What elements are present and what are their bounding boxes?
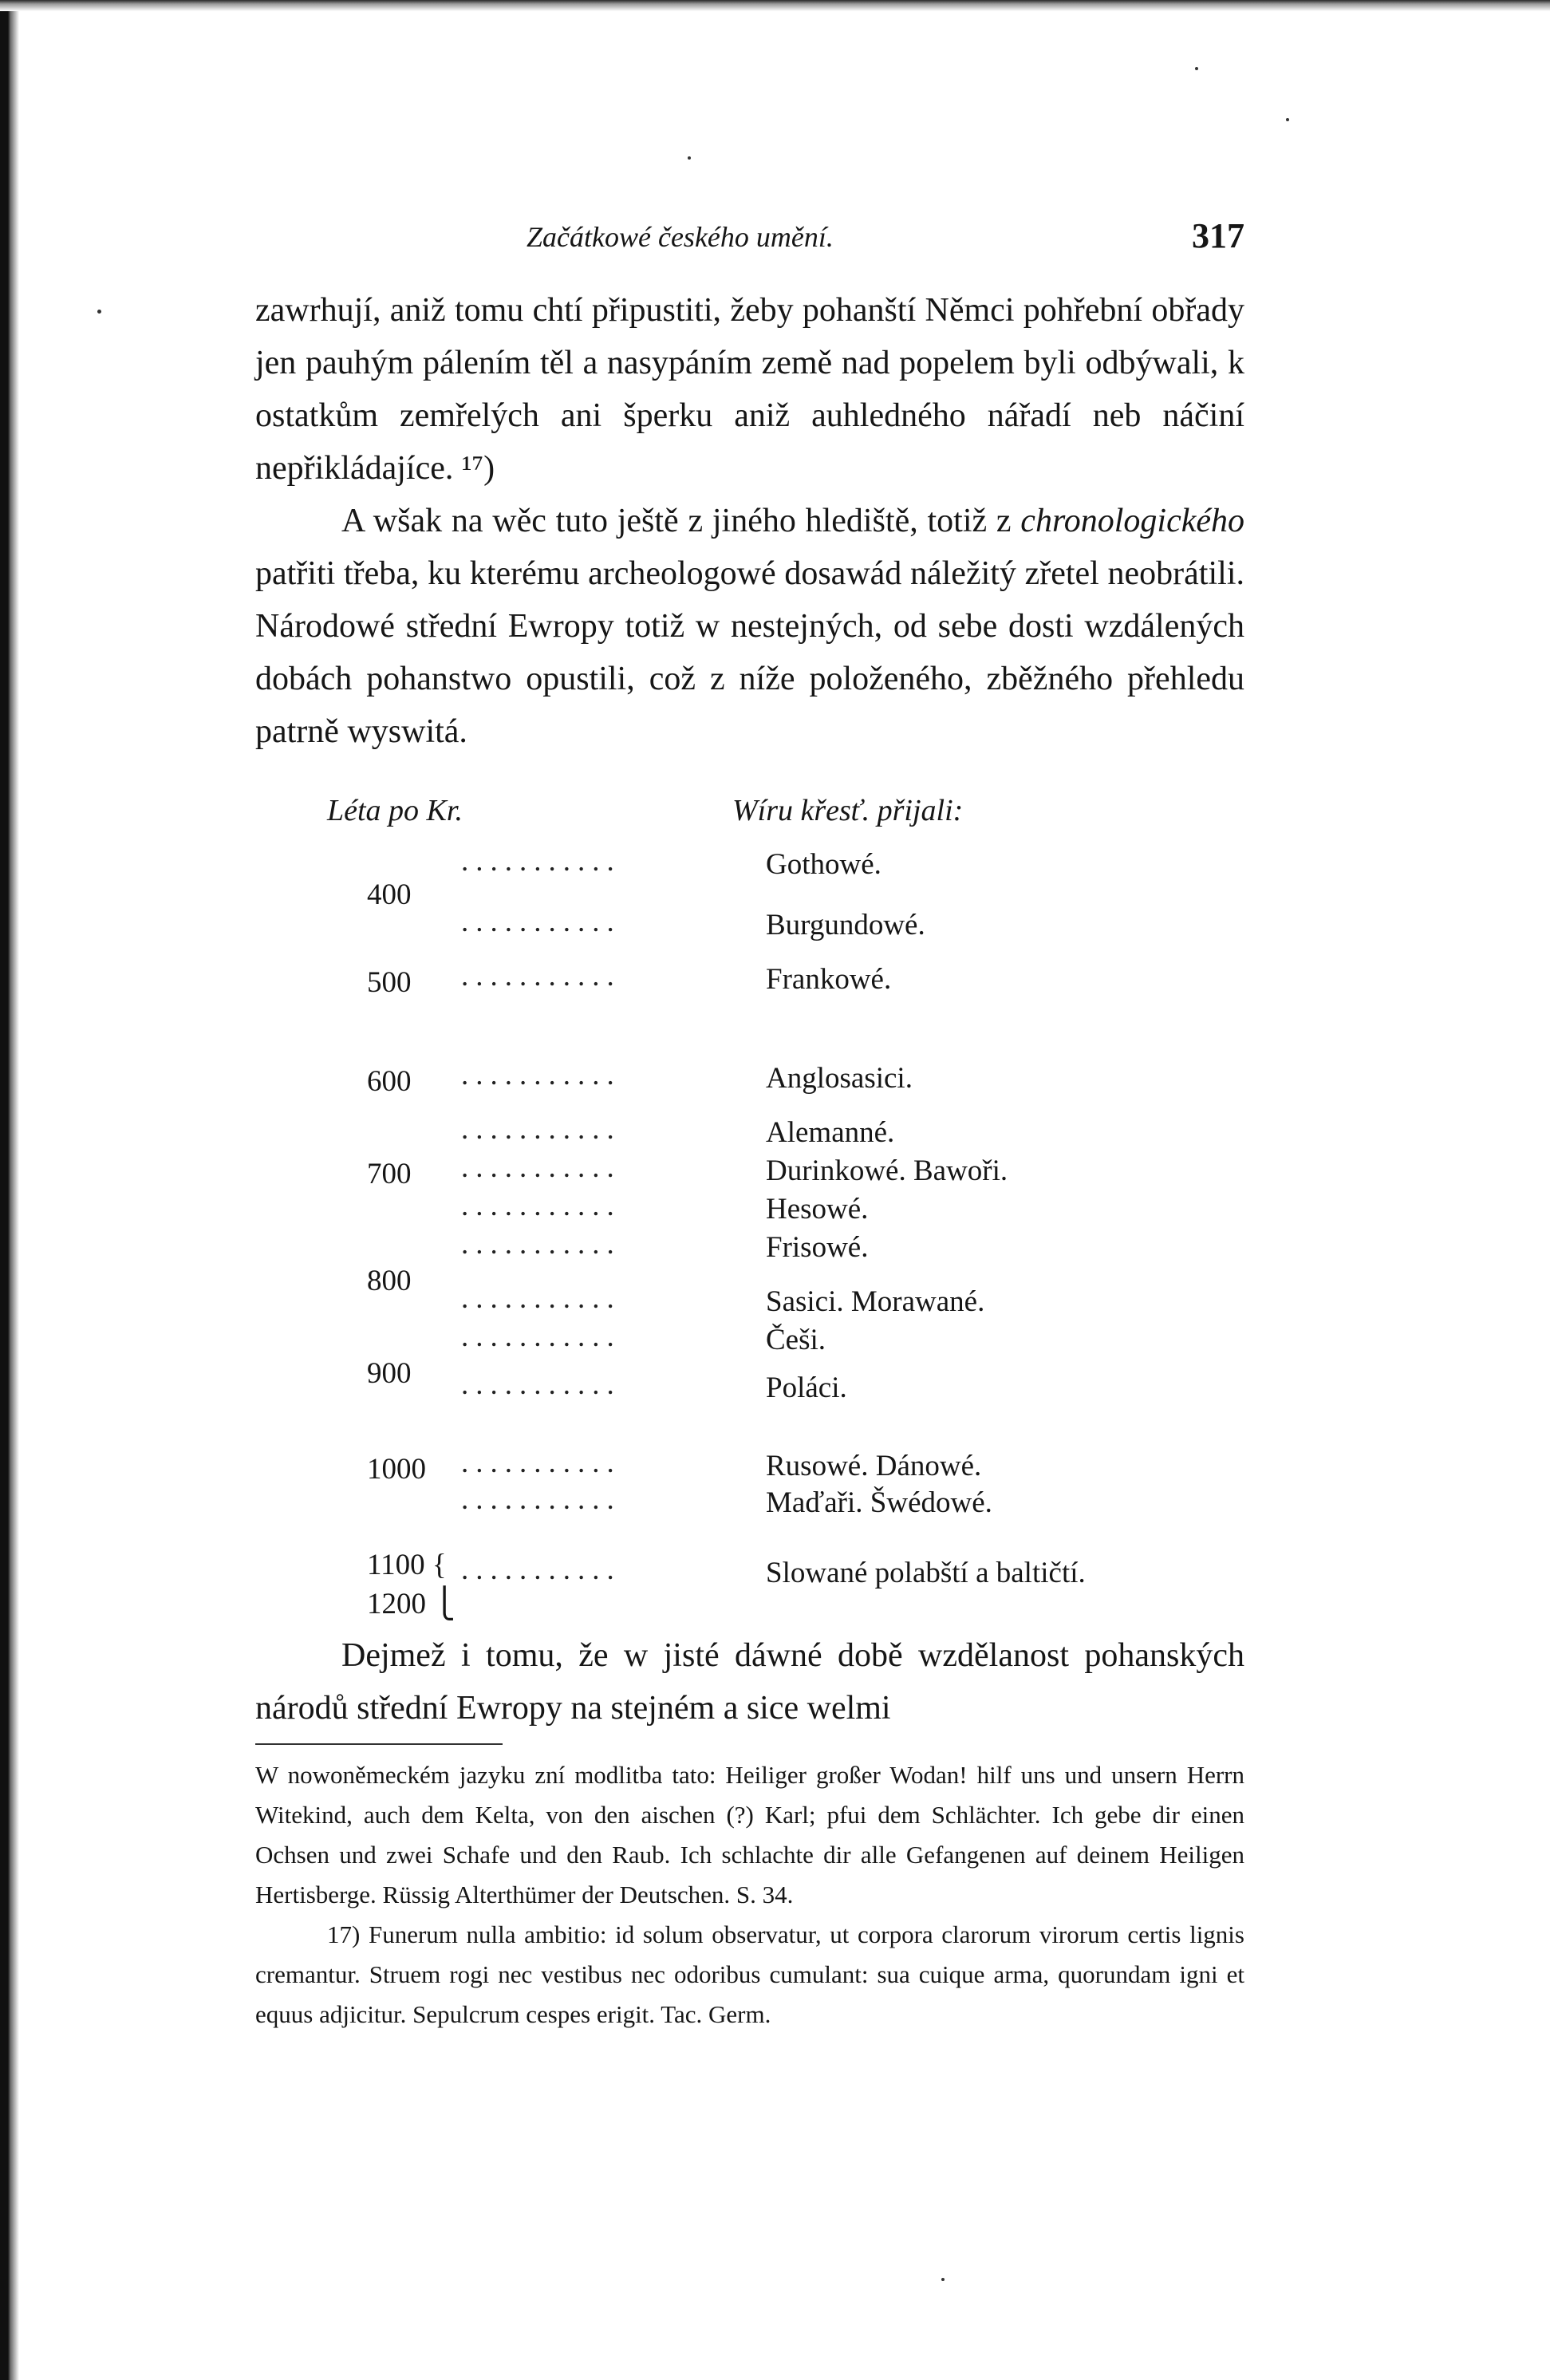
year-cell: 500	[367, 966, 412, 999]
table-row	[367, 1483, 1244, 1524]
footnote-17: 17) Funerum nulla ambitio: id solum observatur, ut corpora clarorum virorum certis lignis cremantur. Struem rogi nec vestibus nec odoribus cumulant: sua cuique arma, quorundam igni et equus adjicitur. Sepulcrum cespes erigit. Tac. Germ.	[255, 1920, 1244, 2028]
scan-speck	[97, 310, 101, 314]
dot-leader: ...........	[461, 1228, 621, 1261]
lower-paragraph-block	[255, 1629, 1244, 1735]
table-row	[367, 908, 1244, 946]
nation-cell: Češi.	[766, 1324, 826, 1356]
dot-leader: ...........	[461, 960, 621, 993]
table-row	[367, 962, 1244, 1001]
paragraph-2-italic-term: chronologického	[1020, 503, 1244, 539]
dot-leader: ...........	[461, 1553, 621, 1586]
nation-cell: Maďaři. Šwédowé.	[766, 1486, 992, 1519]
nation-cell: Gothowé.	[766, 848, 881, 881]
nation-cell: Frankowé.	[766, 963, 892, 996]
body-text	[255, 284, 1244, 758]
dot-leader: ...........	[461, 1483, 621, 1516]
paragraph-2-start: A wšak na wěc tuto ještě z jiného hlediště, totiž z	[341, 503, 1021, 539]
dot-leader: ...........	[461, 1282, 621, 1315]
table-row	[367, 1282, 1244, 1323]
paragraph-3: Dejmež i tomu, že w jisté dáwné době wzdělanost pohanských národů střední Ewropy na stejném a sice welmi	[255, 1637, 1244, 1727]
scan-speck	[1286, 118, 1289, 121]
table-row	[367, 1151, 1244, 1192]
nation-cell: Anglosasici.	[766, 1062, 913, 1095]
dot-leader: ...........	[461, 1368, 621, 1401]
table-row	[367, 1583, 1244, 1621]
page-number: 317	[1192, 216, 1244, 255]
nation-cell: Rusowé. Dánowé.	[766, 1450, 982, 1482]
footnote-continued: W nowoněmeckém jazyku zní modlitba tato: Heiliger großer Wodan! hilf uns und unsern Herrn Witekind, auch dem Kelta, von den aischen (?) Karl; pfui dem Schlächter. Ich gebe dir einen Ochsen und zwei Schafe und den Raub. Ich schlachte dir alle Gefangenen auf deinem Heiligen Hertisberge. Rüssig Alterthümer der Deutschen. S. 34.	[255, 1761, 1244, 1908]
nation-cell: Poláci.	[766, 1372, 847, 1404]
nation-cell: Sasici. Morawané.	[766, 1285, 985, 1318]
table-row	[367, 1061, 1244, 1099]
scan-left-edge	[0, 0, 19, 2380]
dot-leader: ...........	[461, 1320, 621, 1353]
scan-speck	[941, 2278, 945, 2281]
year-cell: 1000	[367, 1453, 426, 1486]
nation-cell: Alemanné.	[766, 1116, 895, 1149]
year-cell: 800	[367, 1265, 412, 1297]
table-row	[367, 1192, 1244, 1230]
year-cell: 700	[367, 1158, 412, 1190]
nation-cell: Hesowé.	[766, 1193, 869, 1226]
scan-top-edge	[0, 0, 1550, 11]
year-cell: 1200 ⎩	[367, 1588, 456, 1620]
dot-leader: ...........	[461, 1190, 621, 1222]
nation-cell: Frisowé.	[766, 1231, 869, 1264]
scan-speck	[1195, 67, 1198, 70]
page-header	[255, 215, 1244, 263]
dot-leader: ...........	[461, 845, 621, 878]
timeline-table-header	[327, 793, 1125, 838]
column-header-years: Léta po Kr.	[327, 794, 463, 827]
paragraph-1: zawrhují, aniž tomu chtí připustiti, žeby pohanští Němci pohřební obřady jen pauhým pálením těl a nasypáním země nad popelem byli odbýwali, k ostatkům zemřelých ani šperku aniž auhledného nářadí neb náčiní nepřikládajíce. ¹⁷)	[255, 292, 1244, 487]
nation-cell: Slowané polabští a baltičtí.	[766, 1557, 1086, 1589]
year-cell: 1100 {	[367, 1549, 447, 1581]
year-cell: 600	[367, 1065, 412, 1098]
nation-cell: Burgundowé.	[766, 909, 925, 941]
dot-leader: ...........	[461, 1447, 621, 1479]
table-row	[367, 1368, 1244, 1409]
year-cell: 900	[367, 1357, 412, 1390]
year-cell: 400	[367, 878, 412, 911]
nation-cell: Durinkowé. Bawoři.	[766, 1154, 1008, 1187]
column-header-nations: Wíru křesť. přijali:	[732, 794, 964, 827]
paragraph-2	[255, 495, 1244, 758]
dot-leader: ...........	[461, 1059, 621, 1091]
dot-leader: ...........	[461, 906, 621, 938]
dot-leader: ...........	[461, 1113, 621, 1146]
table-row	[367, 1449, 1244, 1487]
table-row	[367, 1115, 1244, 1154]
running-title: Začátkowé českého umění.	[527, 221, 834, 253]
paragraph-2-end: patřiti třeba, ku kterému archeologowé dosawád náležitý zřetel neobrátili. Národowé střední Ewropy totiž w nestejných, od sebe dosti wzdálených dobách pohanstwo opustili, což z níže položeného, zběžného přehledu patrně wyswitá.	[255, 555, 1244, 750]
scan-speck	[688, 156, 691, 160]
footnote-divider	[255, 1743, 503, 1745]
footnotes	[255, 1755, 1244, 2035]
dot-leader: ...........	[461, 1151, 621, 1184]
